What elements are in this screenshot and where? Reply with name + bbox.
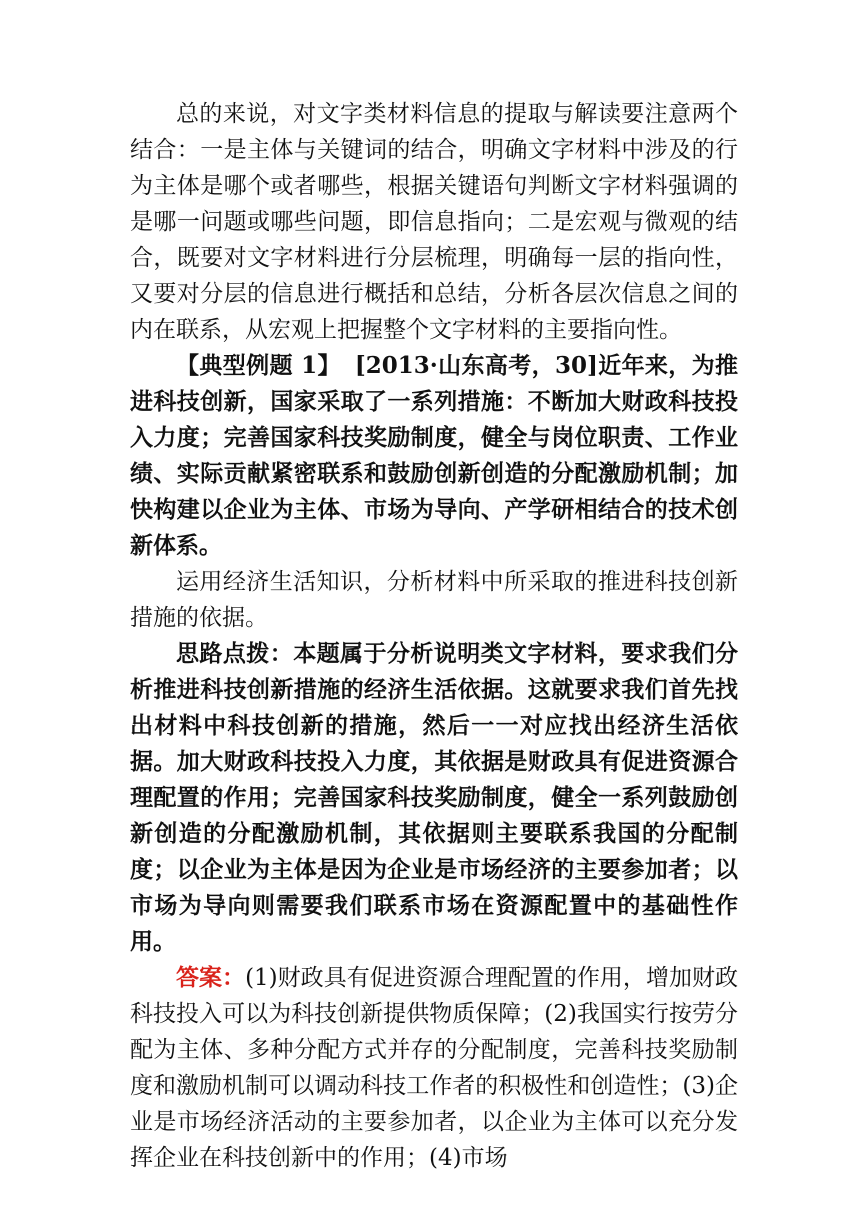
summary-text: 总的来说，对文字类材料信息的提取与解读要注意两个结合：一是主体与关键词的结合，明确文字材料中涉及的行为主体是哪个或者哪些，根据关键语句判断文字材料强调的是哪一问题或哪些问题，即信息指向；二是宏观与微观的结合，既要对文字材料进行分层梳理，明确每一层的指向性，又要对分层的信息进行概括和总结，分析各层次信息之间的内在联系，从宏观上把握整个文字材料的主要指向性。 (130, 101, 738, 343)
document-page (130, 96, 738, 1176)
summary-paragraph (130, 96, 738, 348)
example-label: 【典型例题 1】 (176, 352, 341, 379)
answer-paragraph (130, 960, 738, 1176)
analysis-label: 思路点拨： (176, 640, 294, 667)
example-text: 近年来，为推进科技创新，国家采取了一系列措施：不断加大财政科技投入力度；完善国家科技奖励制度，健全与岗位职责、工作业绩、实际贡献紧密联系和鼓励创新创造的分配激励机制；加快构建以企业为主体、市场为导向、产学研相结合的技术创新体系。 (130, 352, 738, 559)
question-text: 运用经济生活知识，分析材料中所采取的推进科技创新措施的依据。 (130, 569, 738, 631)
analysis-text: 本题属于分析说明类文字材料，要求我们分析推进科技创新措施的经济生活依据。这就要求我们首先找出材料中科技创新的措施，然后一一对应找出经济生活依据。加大财政科技投入力度，其依据是财政具有促进资源合理配置的作用；完善国家科技奖励制度，健全一系列鼓励创新创造的分配激励机制，其依据则主要联系我国的分配制度；以企业为主体是因为企业是市场经济的主要参加者；以市场为导向则需要我们联系市场在资源配置中的基础性作用。 (130, 640, 739, 955)
question-paragraph (130, 564, 738, 636)
answer-label: 答案： (176, 964, 246, 991)
example-paragraph (130, 348, 738, 564)
answer-text: (1)财政具有促进资源合理配置的作用，增加财政科技投入可以为科技创新提供物质保障；(2)我国实行按劳分配为主体、多种分配方式并存的分配制度，完善科技奖励制度和激励机制可以调动科技工作者的积极性和创造性；(3)企业是市场经济活动的主要参加者，以企业为主体可以充分发挥企业在科技创新中的作用；(4)市场 (130, 965, 738, 1171)
example-source: [2013·山东高考，30] (354, 352, 598, 379)
analysis-paragraph (130, 636, 738, 960)
